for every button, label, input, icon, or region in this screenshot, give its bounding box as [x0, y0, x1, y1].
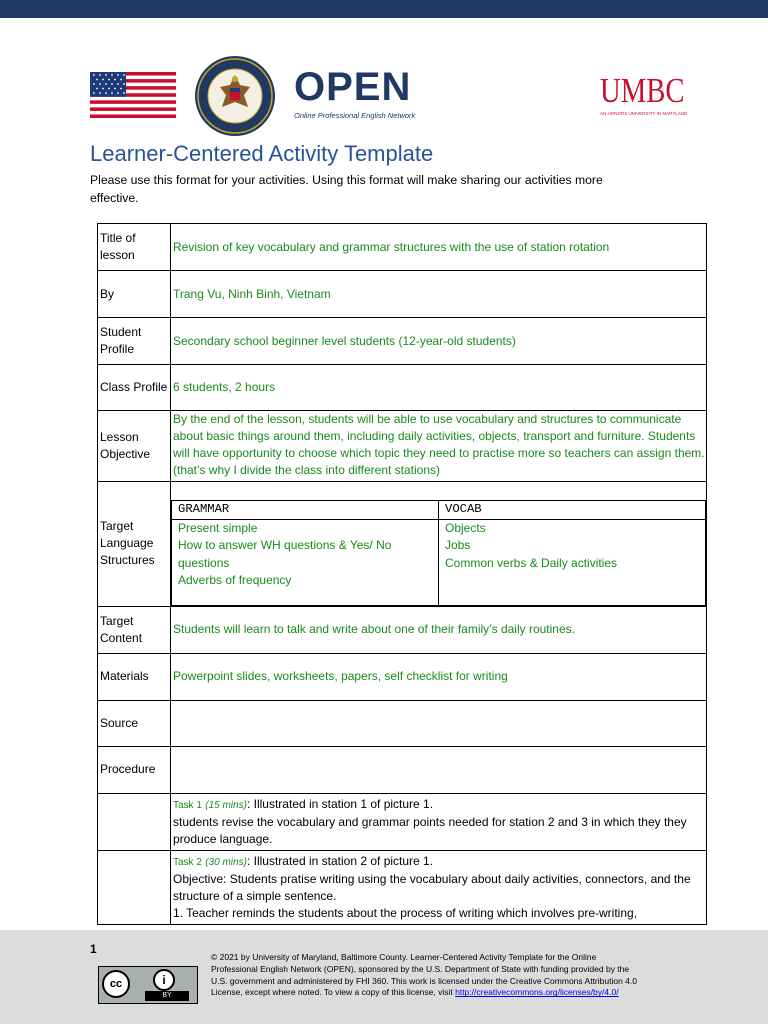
table-row [98, 318, 707, 365]
table-row [172, 501, 706, 520]
row-label-procedure: Procedure [98, 746, 171, 793]
task-2-duration: (30 mins) [205, 856, 247, 868]
vocab-item: Objects [445, 520, 486, 535]
task-2-illustrated: Illustrated in station 2 of picture 1. [250, 853, 434, 868]
row-label-materials: Materials [98, 653, 171, 700]
row-label-title: Title of lesson [98, 224, 171, 271]
task-2-body: Objective: Students pratise writing using the vocabulary about daily activities, connectors, and the structure of a simple sentence. [173, 871, 691, 903]
table-row [98, 700, 707, 746]
task-1-label-cell [98, 793, 171, 850]
task-1-label: Task 1 [173, 799, 202, 811]
row-value-class-profile: 6 students, 2 hours [171, 365, 707, 411]
page-title: Learner-Centered Activity Template [90, 141, 434, 166]
row-label-by: By [98, 271, 171, 318]
row-value-student-profile: Secondary school beginner level students (12-year-old students) [171, 318, 707, 365]
row-value-procedure [171, 746, 707, 793]
open-logo [294, 65, 434, 121]
table-row [98, 271, 707, 318]
task-2-cell [171, 850, 707, 924]
row-label-lesson-objective: Lesson Objective [98, 411, 171, 482]
cc-by-label: BY [145, 991, 189, 1001]
table-row [98, 746, 707, 793]
vocab-header: VOCAB [439, 501, 706, 520]
us-flag-icon [90, 72, 176, 118]
license-text: © 2021 by University of Maryland, Baltimore County. Learner-Centered Activity Template for the Online Professional English Network (OPEN), sponsored by the U.S. Department of State with funding provided by the U.S. government and administered by FHI 360. This work is licensed under the Creative Commons Attribution 4.0 License, except where noted. To view a copy of this license, visit [211, 952, 637, 998]
table-row [98, 793, 707, 850]
table-row [98, 224, 707, 271]
cc-icon: cc [102, 970, 130, 998]
logo-row [0, 55, 768, 145]
page-number: 1 [90, 942, 97, 956]
top-banner [0, 0, 768, 18]
attribution-person-icon: i [153, 969, 175, 991]
table-row [98, 606, 707, 653]
grammar-item: Adverbs of frequency [178, 573, 292, 587]
row-label-target-language: Target Language Structures [98, 482, 171, 607]
table-row [98, 850, 707, 924]
umbc-logo-subtitle: AN HONORS UNIVERSITY IN MARYLAND [600, 111, 688, 116]
grammar-item: Present simple [178, 520, 258, 535]
row-label-student-profile: Student Profile [98, 318, 171, 365]
row-value-title: Revision of key vocabulary and grammar structures with the use of station rotation [171, 224, 707, 271]
task-1-colon: : [246, 796, 251, 811]
task-1-duration: (15 mins) [205, 799, 247, 811]
creative-commons-badge [98, 966, 198, 1004]
grammar-header: GRAMMAR [172, 501, 439, 520]
task-1-cell [171, 793, 707, 850]
activity-table [97, 223, 707, 925]
row-label-source: Source [98, 700, 171, 746]
table-row [172, 519, 706, 605]
row-value-source [171, 700, 707, 746]
row-value-target-content: Students will learn to talk and write about one of their family’s daily routines. [171, 606, 707, 653]
row-value-lesson-objective: By the end of the lesson, students will be able to use vocabulary and structures to communicate about basic things around them, including daily activities, objects, transport and furniture. Students will have opportunity to choose which topic they need to practise more so teachers can assign them. (that’s why I divide the class into different stations) [171, 411, 707, 482]
task-2-heading [173, 853, 704, 871]
grammar-item: How to answer WH questions & Yes/ No questions [178, 538, 392, 570]
license-link[interactable]: http://creativecommons.org/licenses/by/4.0/ [455, 987, 619, 998]
table-row [98, 411, 707, 482]
task-1-body: students revise the vocabulary and grammar points needed for station 2 and 3 in which they they produce language. [173, 814, 687, 846]
task-2-body-step: 1. Teacher reminds the students about the process of writing which involves pre-writing, [173, 905, 638, 920]
vocab-item: Common verbs & Daily activities [445, 555, 618, 570]
task-2-colon: : [246, 853, 251, 868]
vocab-item: Jobs [445, 538, 471, 552]
umbc-logo: UMBC [600, 71, 685, 110]
target-language-cell [171, 482, 707, 607]
task-1-heading [173, 796, 704, 814]
page-footer [0, 930, 768, 1024]
table-row [98, 482, 707, 607]
department-of-state-seal-icon [194, 55, 276, 137]
task-2-label-cell [98, 850, 171, 924]
table-row [98, 653, 707, 700]
intro-paragraph: Please use this format for your activities. Using this format will make sharing our activities more effective. [90, 173, 603, 205]
task-1-illustrated: Illustrated in station 1 of picture 1. [250, 796, 434, 811]
row-label-class-profile: Class Profile [98, 365, 171, 411]
vocab-list [439, 519, 706, 605]
license-notice [211, 952, 641, 999]
open-logo-subtitle: Online Professional English Network [294, 111, 416, 120]
row-value-by: Trang Vu, Ninh Binh, Vietnam [171, 271, 707, 318]
row-label-target-content: Target Content [98, 606, 171, 653]
grammar-vocab-table [171, 500, 706, 606]
task-2-label: Task 2 [173, 856, 202, 868]
grammar-list [172, 519, 439, 605]
open-logo-wordmark: OPEN [294, 65, 412, 109]
table-row [98, 365, 707, 411]
row-value-materials: Powerpoint slides, worksheets, papers, self checklist for writing [171, 653, 707, 700]
